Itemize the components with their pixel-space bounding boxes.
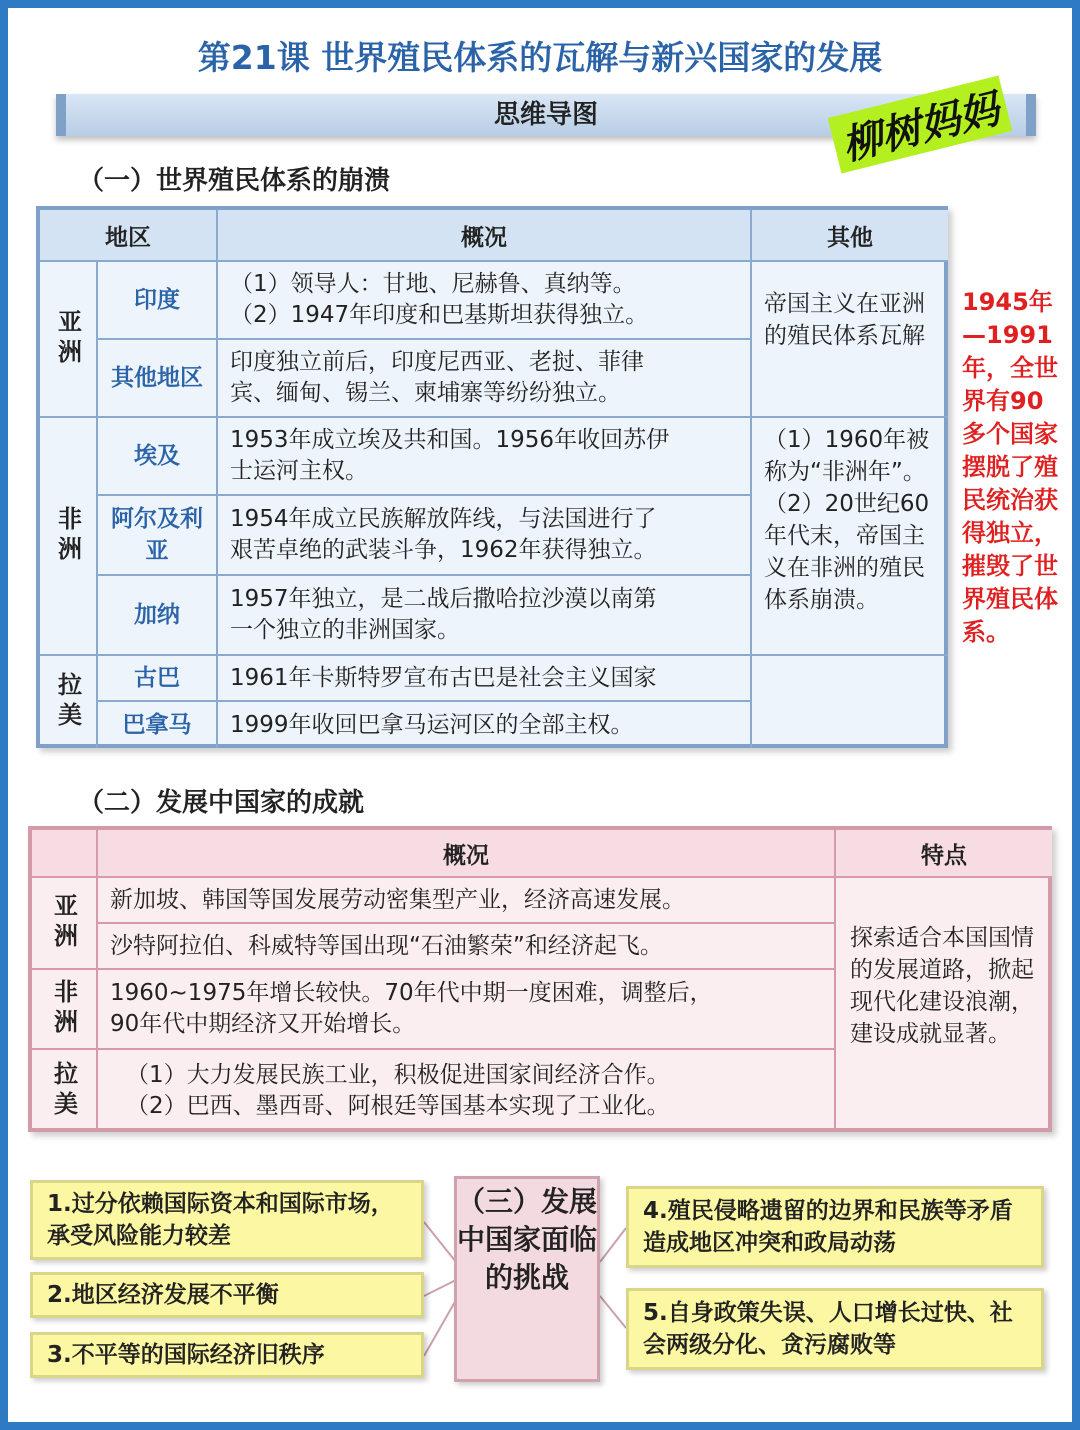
header2-feature: 特点 xyxy=(836,830,1052,878)
country-other-regions: 其他地区 xyxy=(98,340,218,418)
row-panama-desc: 1999年收回巴拿马运河区的全部主权。 xyxy=(218,702,752,748)
challenges-center: （三）发展中国家面临的挑战 xyxy=(454,1176,600,1382)
region2-africa: 非洲 xyxy=(32,970,98,1050)
asia-achievement-2: 沙特阿拉伯、科威特等国出现“石油繁荣”和经济起飞。 xyxy=(98,924,836,970)
latam-achievement-line1: （1）大力发展民族工业，积极促进国家间经济合作。 xyxy=(126,1062,670,1088)
row-ghana-desc-line1: 1957年独立，是二战后撒哈拉沙漠以南第 xyxy=(230,586,657,612)
region2-asia: 亚洲 xyxy=(32,878,98,970)
country-algeria: 阿尔及利亚 xyxy=(98,496,218,576)
row-algeria-desc-line1: 1954年成立民族解放阵线，与法国进行了 xyxy=(230,506,657,532)
header2-overview: 概况 xyxy=(98,830,836,878)
other-asia: 帝国主义在亚洲的殖民体系瓦解 xyxy=(752,262,948,418)
side-note: 1945年—1991年，全世界有90多个国家摆脱了殖民统治获得独立，摧毁了世界殖民体系。 xyxy=(962,288,1058,646)
section2-heading: （二）发展中国家的成就 xyxy=(78,788,365,818)
header-other: 其他 xyxy=(752,210,948,262)
row-egypt-desc-line2: 士运河主权。 xyxy=(230,458,368,484)
header-region: 地区 xyxy=(40,210,218,262)
challenge-2: 2.地区经济发展不平衡 xyxy=(30,1272,424,1318)
country-panama: 巴拿马 xyxy=(98,702,218,748)
row-algeria-desc-line2: 艰苦卓绝的武装斗争，1962年获得独立。 xyxy=(230,537,657,563)
row-other-desc-line1: 印度独立前后，印度尼西亚、老挝、菲律 xyxy=(230,349,644,375)
watermark: 柳树妈妈 xyxy=(828,76,1013,174)
country-egypt: 埃及 xyxy=(98,418,218,496)
challenge-3: 3.不平等的国际经济旧秩序 xyxy=(30,1332,424,1378)
country-cuba: 古巴 xyxy=(98,656,218,702)
challenge-4: 4.殖民侵略遗留的边界和民族等矛盾造成地区冲突和政局动荡 xyxy=(626,1186,1044,1268)
challenge-1: 1.过分依赖国际资本和国际市场，承受风险能力较差 xyxy=(30,1180,424,1260)
row-other-desc-line2: 宾、缅甸、锡兰、柬埔寨等纷纷独立。 xyxy=(230,380,621,406)
row-india-desc-line2: （2）1947年印度和巴基斯坦获得独立。 xyxy=(230,302,649,328)
country-india: 印度 xyxy=(98,262,218,340)
header-overview: 概况 xyxy=(218,210,752,262)
region-latam: 拉美 xyxy=(40,656,98,748)
country-ghana: 加纳 xyxy=(98,576,218,656)
latam-achievement-line2: （2）巴西、墨西哥、阿根廷等国基本实现了工业化。 xyxy=(126,1093,670,1119)
page-title: 第21课 世界殖民体系的瓦解与新兴国家的发展 xyxy=(197,38,883,77)
region2-latam: 拉美 xyxy=(32,1050,98,1132)
row-cuba-desc: 1961年卡斯特罗宣布古巴是社会主义国家 xyxy=(218,656,752,702)
other-africa: （1）1960年被称为“非洲年”。（2）20世纪60年代末，帝国主义在非洲的殖民体系崩溃。 xyxy=(752,418,948,656)
region-africa: 非洲 xyxy=(40,418,98,656)
africa-achievement-line1: 1960~1975年增长较快。70年代中期一度困难，调整后， xyxy=(110,980,713,1006)
challenge-5: 5.自身政策失误、人口增长过快、社会两级分化、贪污腐败等 xyxy=(626,1288,1044,1370)
africa-achievement-line2: 90年代中期经济又开始增长。 xyxy=(110,1011,416,1037)
row-india-desc-line1: （1）领导人：甘地、尼赫鲁、真纳等。 xyxy=(230,271,636,297)
asia-achievement-1: 新加坡、韩国等国发展劳动密集型产业，经济高速发展。 xyxy=(98,878,836,924)
feature-text: 探索适合本国国情的发展道路，掀起现代化建设浪潮，建设成就显著。 xyxy=(850,925,1034,1047)
section1-heading: （一）世界殖民体系的崩溃 xyxy=(78,166,391,196)
mind-map-banner: 思维导图 xyxy=(56,94,1036,136)
row-ghana-desc-line2: 一个独立的非洲国家。 xyxy=(230,617,460,643)
region-asia: 亚洲 xyxy=(40,262,98,418)
row-egypt-desc-line1: 1953年成立埃及共和国。1956年收回苏伊 xyxy=(230,427,670,453)
